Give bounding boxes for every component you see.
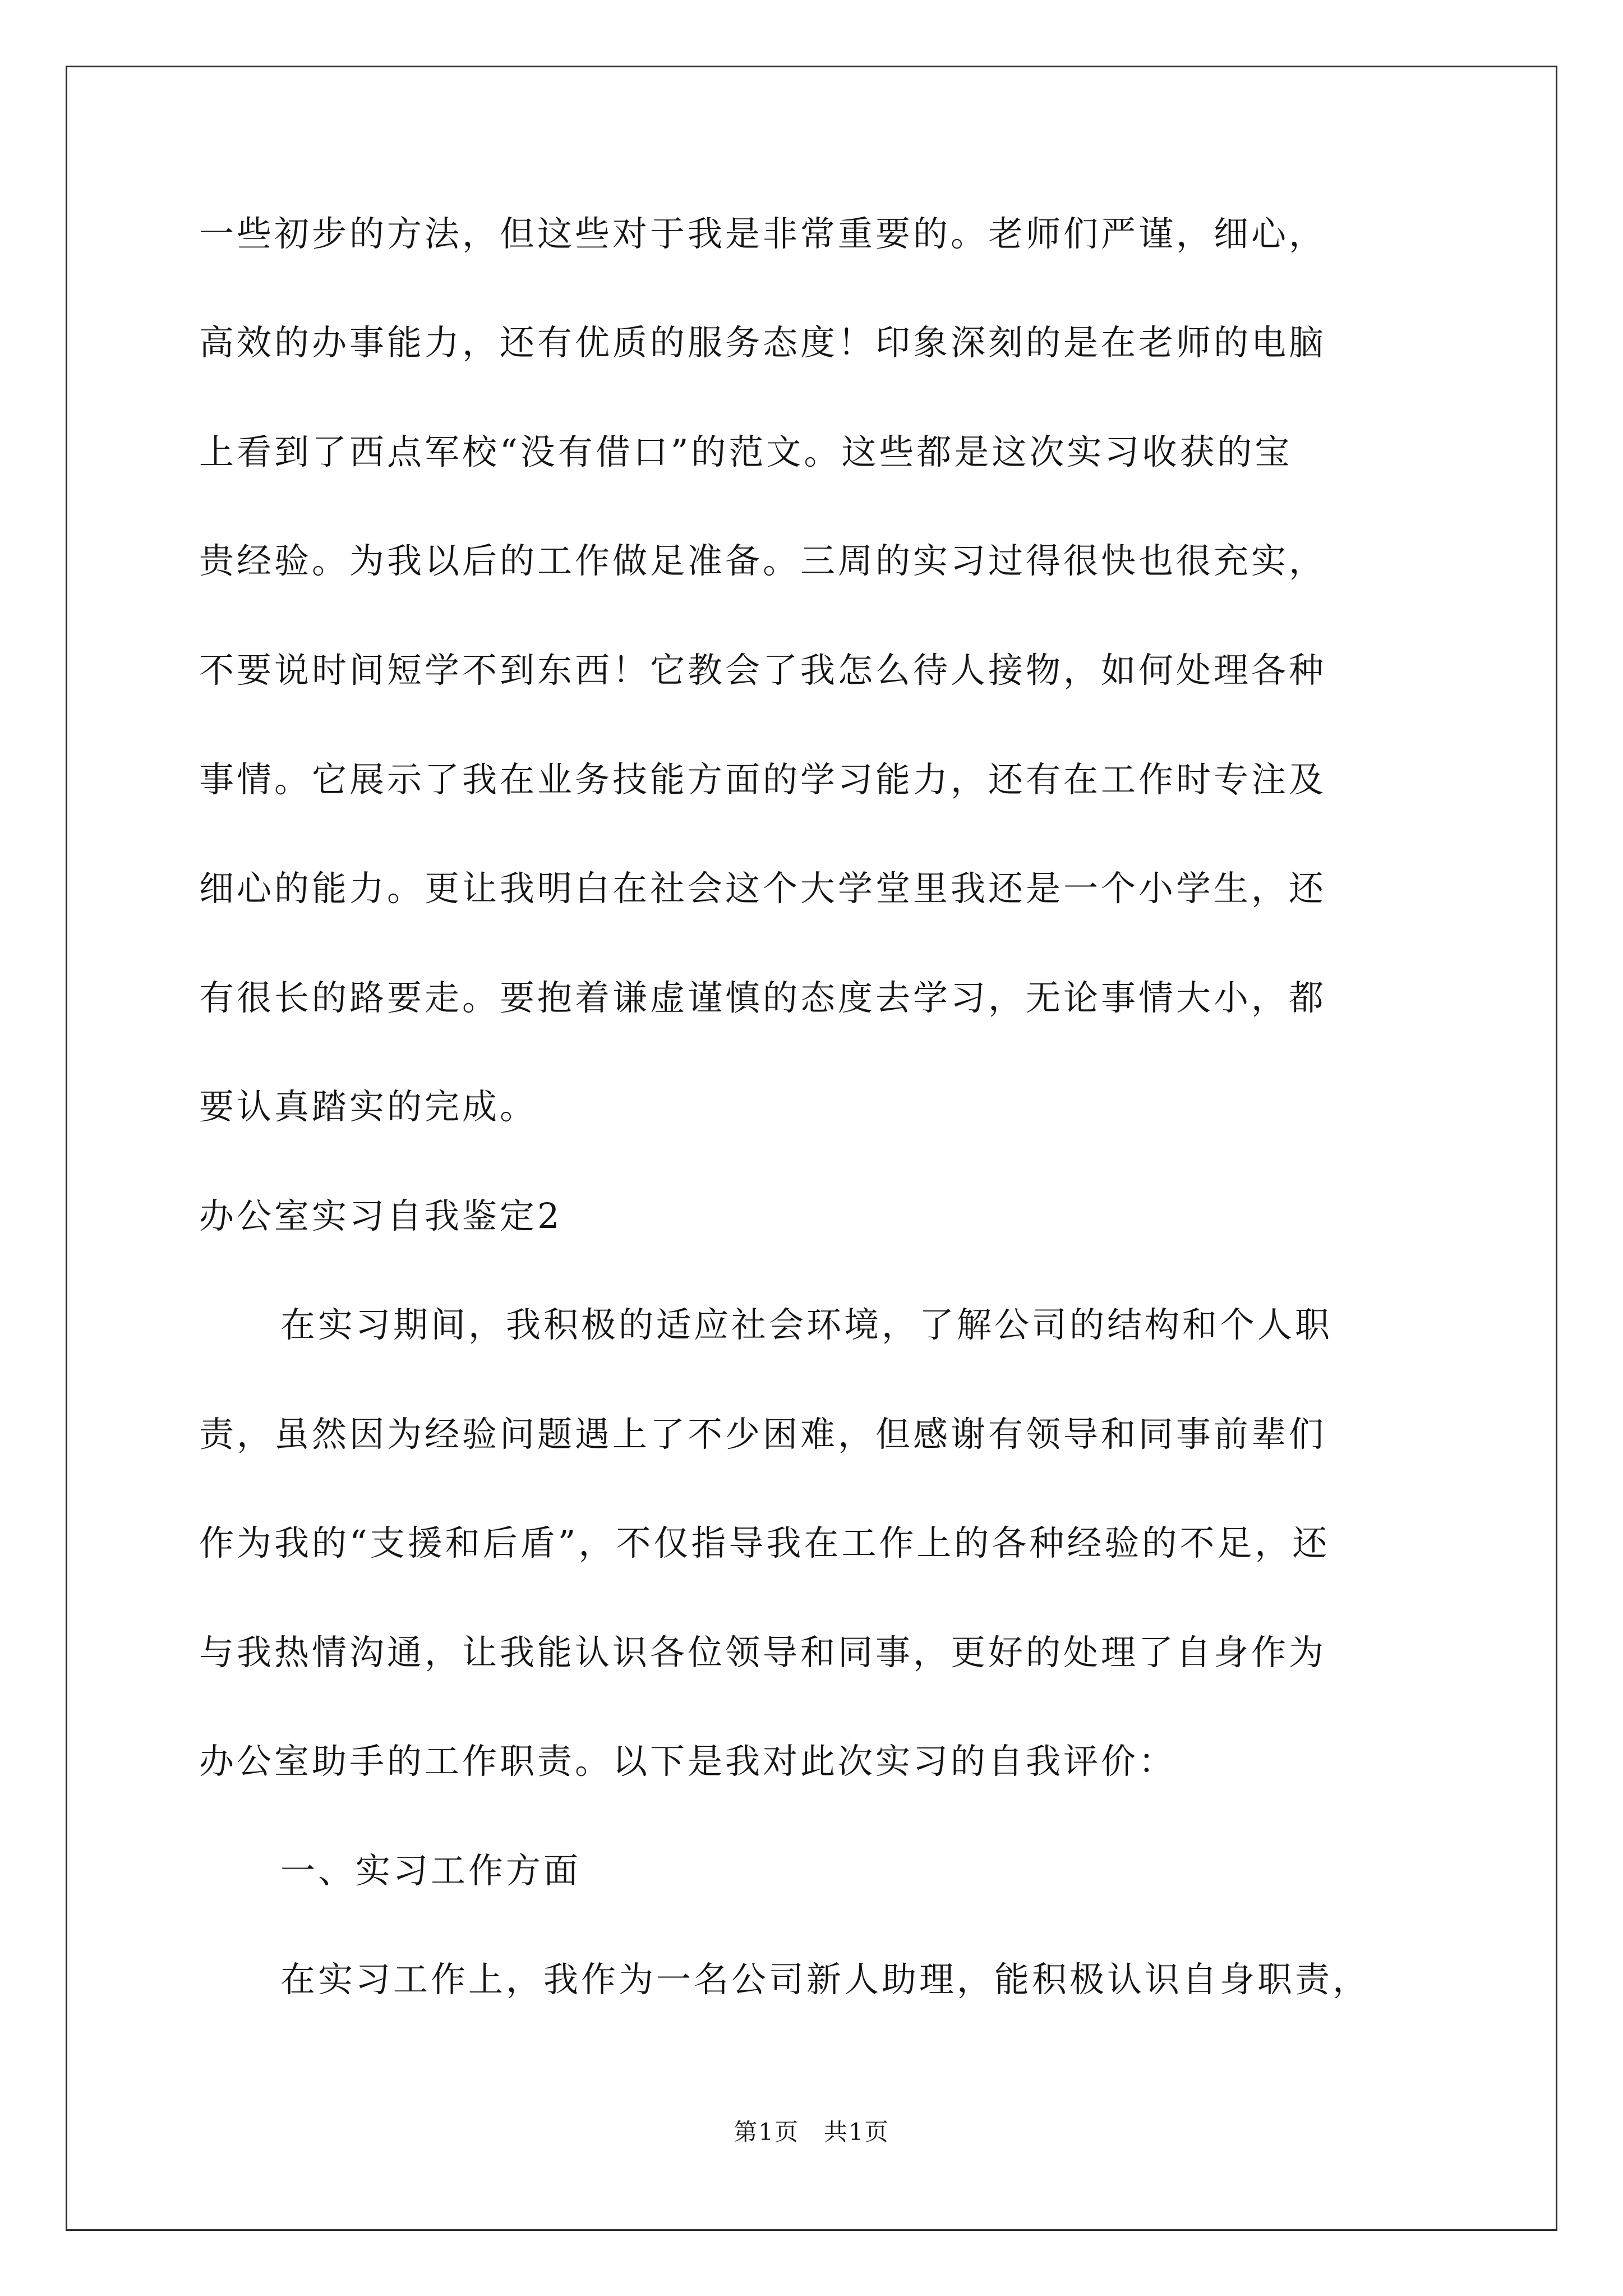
- page-border: [66, 66, 1557, 2231]
- body-text-line: 细心的能力。更让我明白在社会这个大学堂里我还是一个小学生，还: [199, 868, 1327, 909]
- paragraph-first-line: 在实习工作上，我作为一名公司新人助理，能积极认识自身职责，: [280, 1959, 1371, 2000]
- body-text-line: 高效的办事能力，还有优质的服务态度！印象深刻的是在老师的电脑: [199, 322, 1327, 363]
- body-text-line: 事情。它展示了我在业务技能方面的学习能力，还有在工作时专注及: [199, 759, 1327, 800]
- body-text-line: 不要说时间短学不到东西！它教会了我怎么待人接物，如何处理各种: [199, 650, 1327, 691]
- body-text-line: 作为我的“支援和后盾”，不仅指导我在工作上的各种经验的不足，还: [199, 1522, 1330, 1563]
- subsection-heading: 一、实习工作方面: [280, 1850, 582, 1891]
- body-text-line: 有很长的路要走。要抱着谦虚谨慎的态度去学习，无论事情大小，都: [199, 977, 1327, 1018]
- body-text-line: 与我热情沟通，让我能认识各位领导和同事，更好的处理了自身作为: [199, 1632, 1327, 1673]
- paragraph-first-line: 在实习期间，我积极的适应社会环境，了解公司的结构和个人职: [280, 1304, 1333, 1345]
- body-text-line: 贵经验。为我以后的工作做足准备。三周的实习过得很快也很充实，: [199, 540, 1327, 581]
- body-text-line: 要认真踏实的完成。: [199, 1086, 538, 1127]
- section-heading: 办公室实习自我鉴定2: [199, 1195, 562, 1236]
- body-text-line: 一些初步的方法，但这些对于我是非常重要的。老师们严谨，细心，: [199, 213, 1327, 254]
- body-text-line: 办公室助手的工作职责。以下是我对此次实习的自我评价：: [199, 1741, 1177, 1782]
- body-text-line: 责，虽然因为经验问题遇上了不少困难，但感谢有领导和同事前辈们: [199, 1414, 1327, 1455]
- body-text-line: 上看到了西点军校“没有借口”的范文。这些都是这次实习收获的宝: [199, 431, 1293, 472]
- page-number-footer: 第1页 共1页: [734, 2118, 889, 2146]
